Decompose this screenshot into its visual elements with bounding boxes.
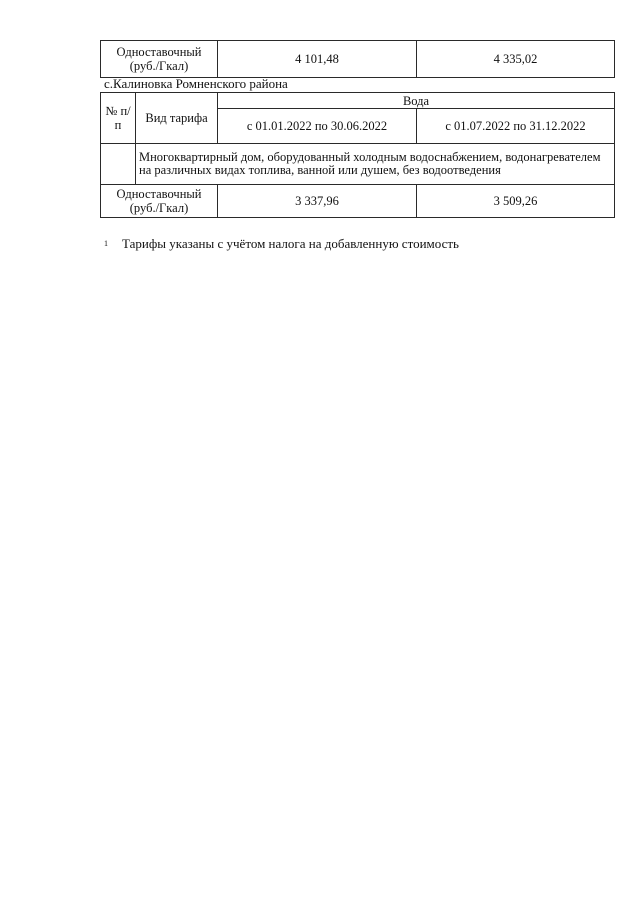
row-label-cell: Одноставочный (руб./Гкал) <box>101 41 218 78</box>
empty-cell <box>101 144 136 185</box>
table-row <box>101 41 615 78</box>
header-water-cell: Вода <box>218 93 615 109</box>
footnote-marker: 1 <box>104 239 108 248</box>
value-cell: 4 101,48 <box>218 41 417 78</box>
table-header-row <box>101 93 615 109</box>
period-cell: с 01.01.2022 по 30.06.2022 <box>218 109 417 144</box>
description-cell: Многоквартирный дом, оборудованный холодным водоснабжением, водонагревателем на различных видах топлива, ванной или душем, без водоотведения <box>136 144 615 185</box>
period-cell: с 01.07.2022 по 31.12.2022 <box>417 109 615 144</box>
tariff-table-main <box>100 92 615 218</box>
section-caption: с.Калиновка Ромненского района <box>104 76 288 91</box>
value-cell: 3 509,26 <box>417 185 615 218</box>
table-row <box>101 185 615 218</box>
header-tariff-type-cell: Вид тарифа <box>136 93 218 144</box>
footnote-text: Тарифы указаны с учётом налога на добавленную стоимость <box>122 236 459 251</box>
value-cell: 3 337,96 <box>218 185 417 218</box>
row-label-cell: Одноставочный (руб./Гкал) <box>101 185 218 218</box>
footnote <box>104 236 459 251</box>
header-number-cell: № п/п <box>101 93 136 144</box>
table-row <box>101 144 615 185</box>
tariff-table-top <box>100 40 615 78</box>
value-cell: 4 335,02 <box>417 41 615 78</box>
